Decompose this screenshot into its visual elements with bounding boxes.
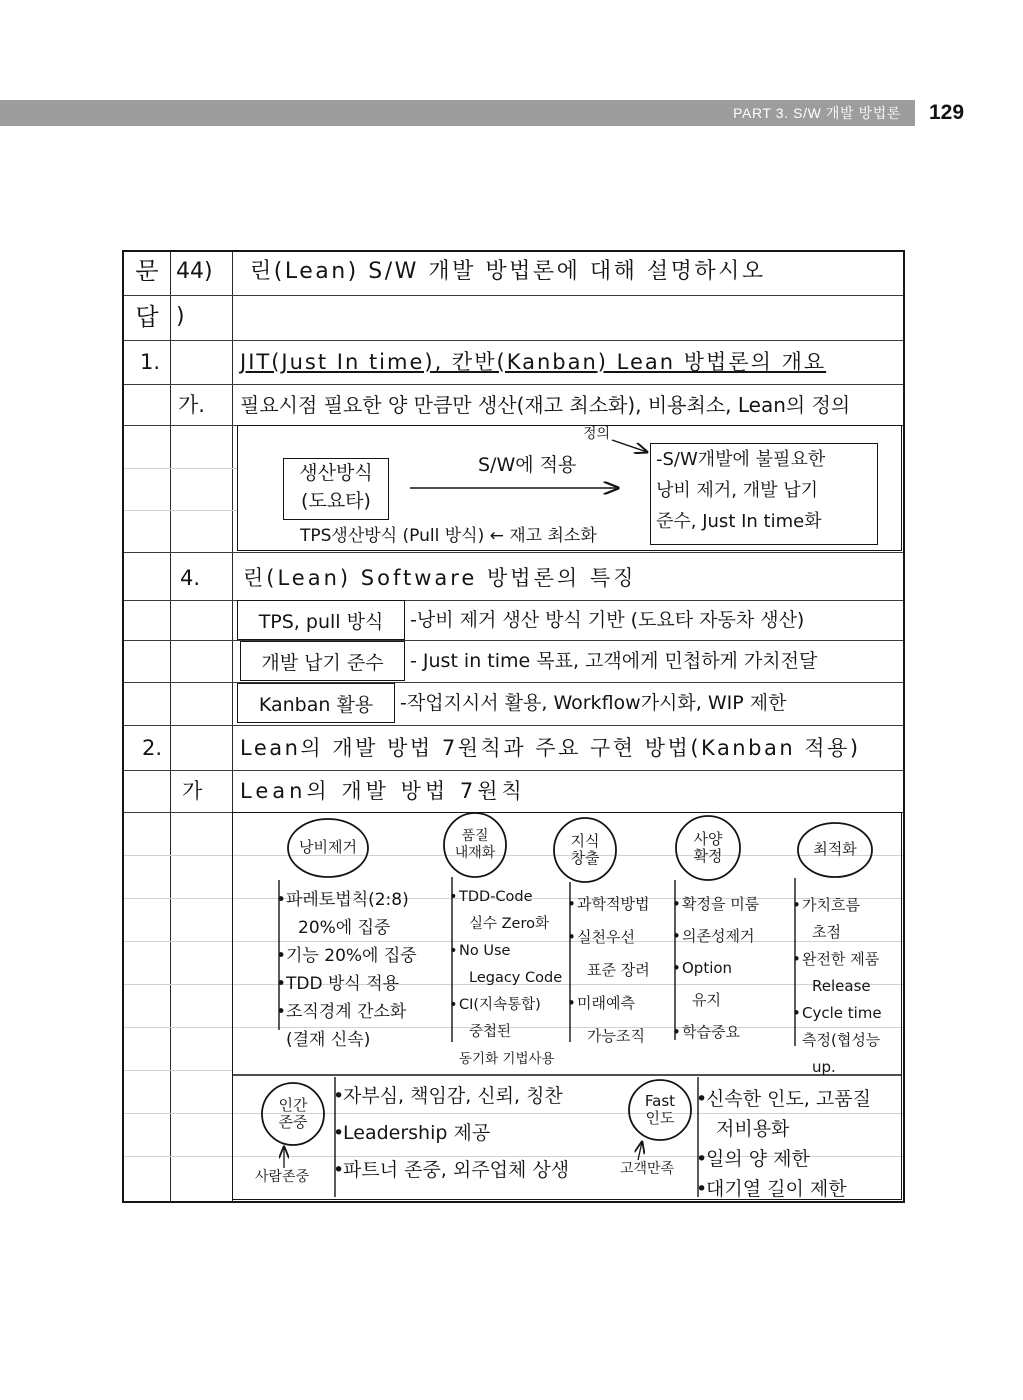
detail-line: • Cycle time	[802, 1000, 882, 1027]
question-number: 44)	[176, 259, 213, 284]
respect-people-details	[343, 1078, 569, 1189]
detail-line: • 조직경계 간소화	[286, 998, 417, 1026]
principle-eliminate-waste-details	[286, 886, 417, 1054]
principle-optimize-whole-details	[802, 892, 882, 1081]
principle-name: 품질	[461, 828, 489, 844]
ruled-line	[124, 1070, 232, 1071]
principle-name: 내재화	[454, 845, 496, 861]
detail-line: 저비용화	[716, 1118, 790, 1140]
answer-marker: 답	[135, 303, 159, 331]
principle-name: 낭비제거	[299, 838, 357, 856]
fast-delivery-name: 인도	[645, 1109, 675, 1127]
principle-name: 사양	[693, 830, 723, 848]
section-1-number: 1.	[140, 350, 161, 374]
detail-line: • 가치흐름	[802, 892, 882, 919]
lean-sw-goal-line: -S/W개발에 불필요한	[656, 449, 826, 470]
fast-delivery-details	[706, 1084, 871, 1204]
detail-line: • 완전한 제품	[802, 946, 882, 973]
feature-description: -낭비 제거 생산 방식 기반 (도요타 자동차 생산)	[410, 609, 805, 631]
detail-line: • TDD-Code	[459, 884, 562, 911]
fast-delivery-name: Fast	[644, 1092, 676, 1110]
respect-people-label	[253, 1097, 333, 1131]
ruled-line	[124, 552, 903, 553]
detail-line: • 자부심, 책임감, 신뢰, 칭찬	[343, 1078, 569, 1115]
detail-line: • No Use	[459, 938, 562, 965]
principle-eliminate-waste-label	[288, 839, 368, 856]
section-2-number: 2.	[142, 736, 163, 760]
detail-line: • 파레토법칙(2:8)	[286, 886, 417, 914]
detail-line: • 일의 양 제한	[706, 1144, 871, 1174]
detail-line: • 신속한 인도, 고품질	[706, 1084, 871, 1114]
feature-description: -작업지시서 활용, Workflow가시화, WIP 제한	[400, 692, 787, 714]
detail-line: 가능조직	[587, 1027, 645, 1045]
fast-delivery-caption: 고객만족	[620, 1161, 675, 1177]
ruled-line	[124, 340, 903, 341]
lean-sw-goal-box	[650, 443, 878, 545]
detail-line: • 확정을 미룸	[682, 888, 759, 920]
features-number: 4.	[180, 566, 201, 590]
subsection-title: Lean의 개발 방법 7원칙	[240, 779, 526, 803]
detail-line: 20%에 집중	[298, 918, 391, 938]
principle-build-quality-in-details	[459, 884, 562, 1073]
feature-label: TPS, pull 방식	[258, 610, 384, 633]
ruled-line	[124, 384, 903, 385]
principle-name: 지식	[570, 832, 600, 850]
detail-line: • 대기열 길이 제한	[706, 1174, 871, 1204]
lean-sw-goal-line: 준수, Just In time화	[656, 511, 822, 532]
detail-line: • TDD 방식 적용	[286, 970, 417, 998]
feature-label: Kanban 활용	[258, 693, 374, 716]
part-header-bar	[0, 100, 915, 126]
part-label: PART 3. S/W 개발 방법론	[733, 105, 901, 121]
feature-label-box	[240, 641, 405, 681]
feature-label-box	[237, 683, 395, 723]
detail-line: 표준 장려	[587, 961, 650, 979]
principle-optimize-whole-label	[795, 841, 875, 858]
production-method-label: 생산방식	[299, 462, 373, 484]
detail-line: • 의존성제거	[682, 920, 759, 952]
respect-people-caption: 사람존중	[255, 1169, 310, 1185]
detail-line: 측정(협성능	[802, 1031, 881, 1049]
detail-line: • CI(지속통합)	[459, 992, 562, 1019]
detail-line: 유지	[692, 991, 721, 1009]
margin-rule-number	[170, 252, 171, 1201]
ruled-line	[124, 510, 237, 511]
ruled-line	[124, 295, 903, 296]
detail-line: Legacy Code	[469, 970, 563, 986]
question-text: 린(Lean) S/W 개발 방법론에 대해 설명하시오	[250, 259, 766, 284]
answer-paren: )	[176, 304, 185, 329]
feature-label-box	[237, 600, 405, 640]
detail-line: Release	[812, 977, 871, 995]
definition-label: 정의	[583, 426, 611, 442]
principle-build-quality-in-label	[435, 828, 515, 862]
question-marker: 문	[135, 257, 159, 285]
lean-sw-goal-line: 낭비 제거, 개발 납기	[656, 480, 818, 501]
principle-create-knowledge-details	[577, 888, 650, 1053]
detail-line: up.	[812, 1058, 836, 1076]
principle-defer-commitment-details	[682, 888, 759, 1048]
principle-create-knowledge-label	[545, 833, 625, 867]
detail-line: • 미래예측	[577, 987, 650, 1020]
principle-name: 확정	[693, 847, 723, 865]
detail-line: 중첩된	[469, 1024, 512, 1040]
detail-line: • 파트너 존중, 외주업체 상생	[343, 1152, 569, 1189]
ruled-line	[124, 468, 237, 469]
ruled-line	[124, 725, 903, 726]
respect-people-name: 존중	[278, 1113, 308, 1131]
detail-line: • 실천우선	[577, 921, 650, 954]
production-method-origin: (도요타)	[301, 490, 371, 512]
definition-text: 필요시점 필요한 양 만큼만 생산(재고 최소화), 비용최소, Lean의 정의	[240, 393, 851, 417]
subsection-number: 가	[182, 779, 203, 803]
feature-description: - Just in time 목표, 고객에게 민첩하게 가치전달	[410, 650, 818, 672]
detail-line: • 기능 20%에 집중	[286, 942, 417, 970]
section-1-title: JIT(Just In time), 칸반(Kanban) Lean 방법론의 개요	[240, 350, 827, 374]
respect-people-name: 인간	[278, 1096, 308, 1114]
ruled-line	[124, 770, 903, 771]
tps-pull-footer: TPS생산방식 (Pull 방식) ← 재고 최소화	[300, 526, 597, 546]
apply-to-sw-label: S/W에 적용	[478, 454, 577, 476]
production-method-box	[283, 458, 389, 520]
page-number: 129	[929, 101, 965, 124]
principle-defer-commitment-label	[668, 831, 748, 865]
detail-line: • Leadership 제공	[343, 1115, 569, 1152]
principle-name: 최적화	[813, 840, 857, 858]
detail-line: (결재 신속)	[286, 1030, 371, 1050]
section-2-title: Lean의 개발 방법 7원칙과 주요 구현 방법(Kanban 적용)	[240, 736, 861, 760]
definition-number: 가.	[178, 393, 205, 417]
detail-line: 초점	[812, 923, 841, 941]
feature-label: 개발 납기 준수	[261, 651, 384, 674]
detail-line: • Option	[682, 952, 759, 984]
principle-name: 창출	[570, 849, 600, 867]
features-title: 린(Lean) Software 방법론의 특징	[243, 566, 637, 590]
detail-line: • 과학적방법	[577, 888, 650, 921]
fast-delivery-label	[620, 1093, 700, 1127]
detail-line: • 학습중요	[682, 1016, 759, 1048]
detail-line: 실수 Zero화	[469, 916, 549, 932]
detail-line: 동기화 기법사용	[459, 1051, 555, 1067]
